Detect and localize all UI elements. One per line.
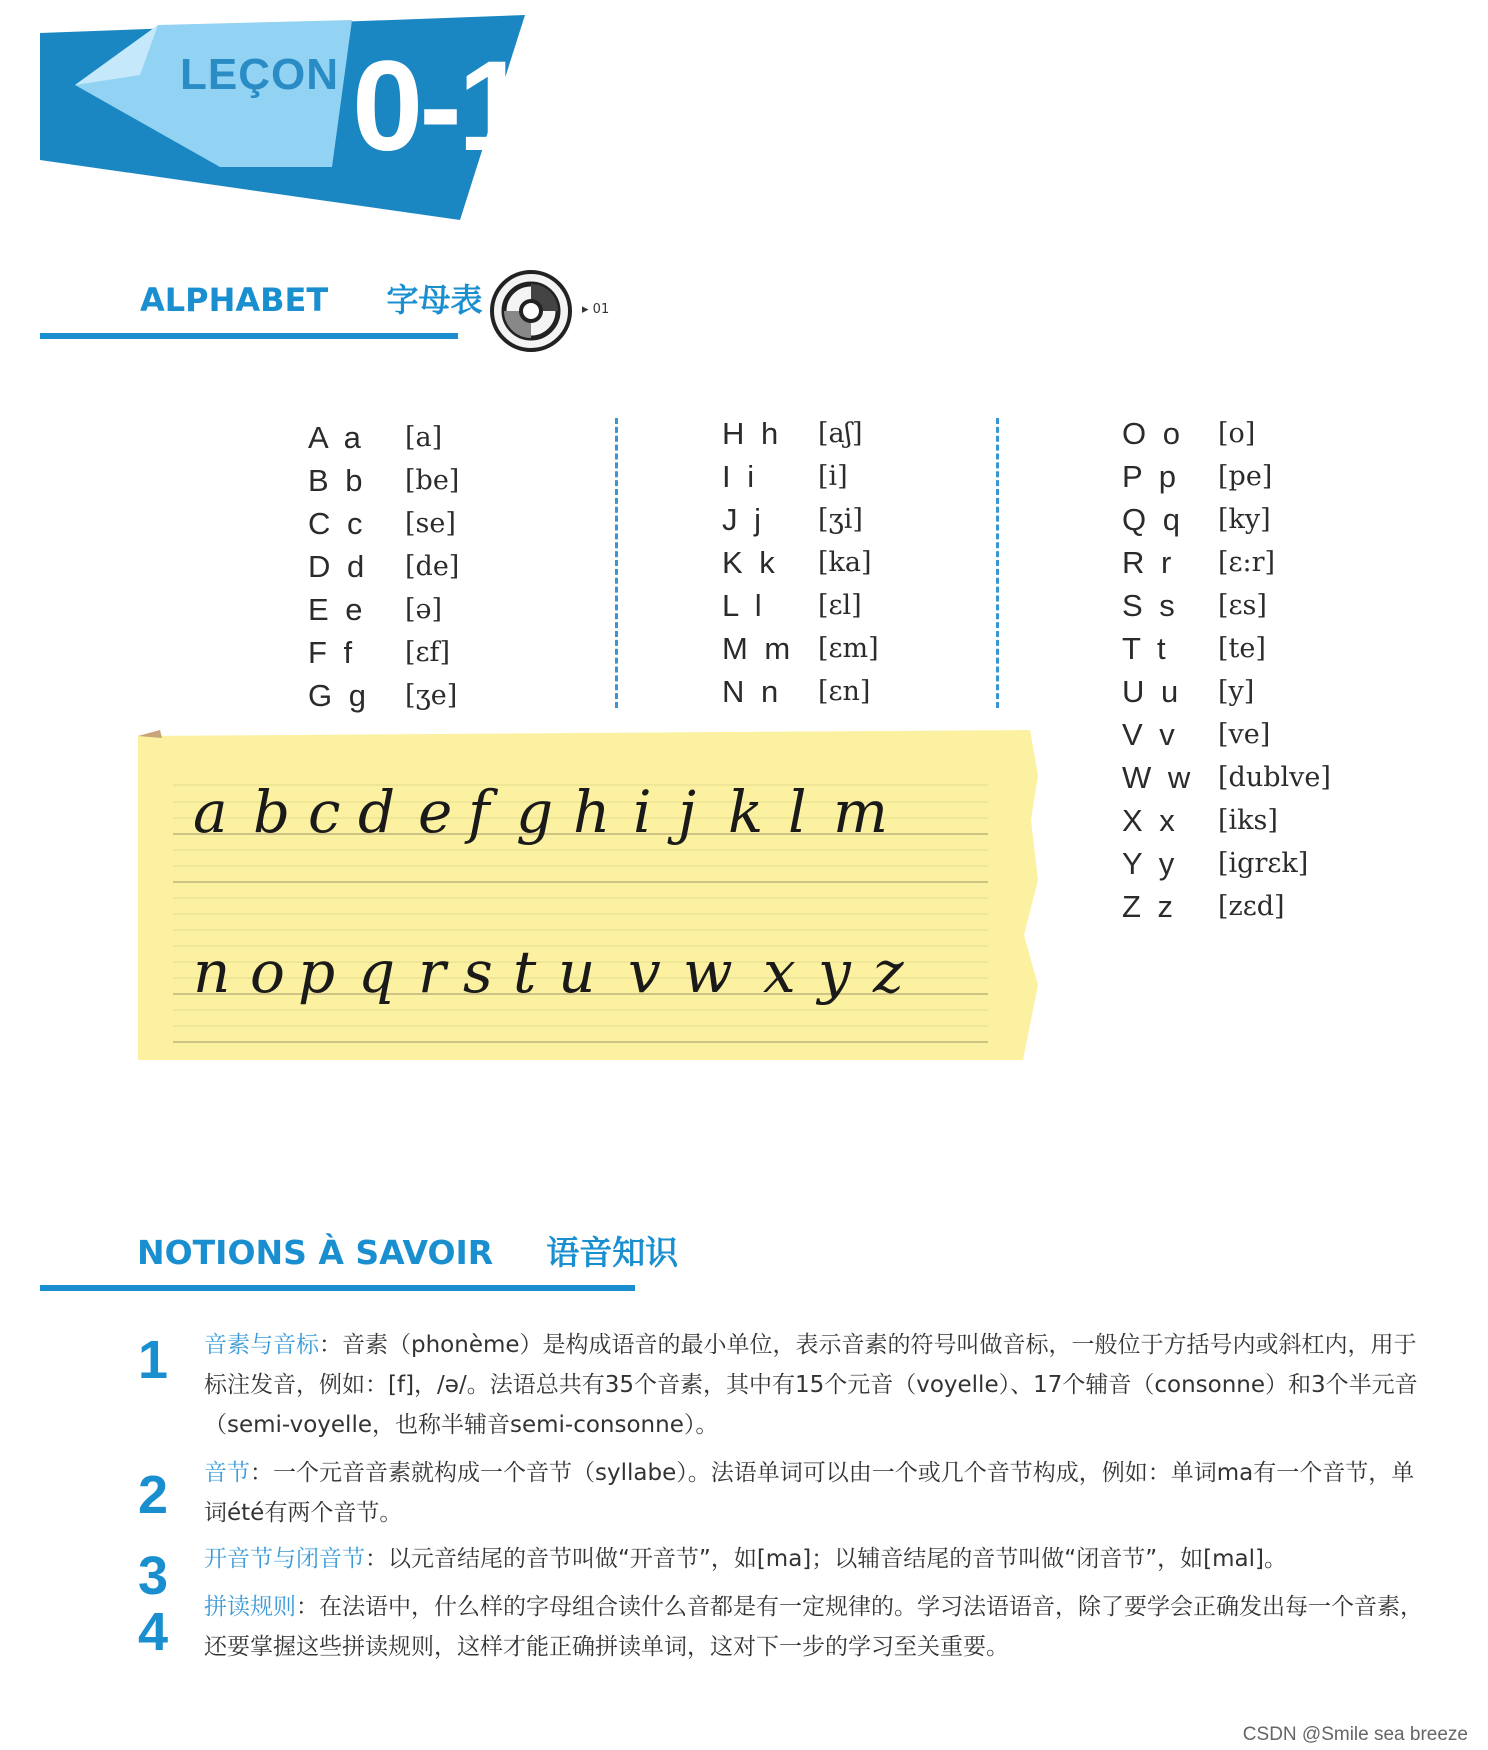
ipa-transcription: [ʒe] [405, 680, 458, 711]
letter-pair: M m [722, 631, 795, 666]
letter-pair: V v [1122, 717, 1179, 752]
ipa-transcription: [ɛl] [818, 590, 862, 621]
letter-pair: A a [308, 420, 365, 455]
cursive-letter: u [558, 938, 596, 1006]
ipa-transcription: [a] [405, 422, 443, 453]
notion-paragraph [204, 1453, 1434, 1533]
notion-number: 4 [138, 1602, 169, 1662]
cursive-letter: v [628, 938, 661, 1006]
ipa-transcription: [igrɛk] [1218, 848, 1309, 879]
audio-track[interactable] [582, 302, 609, 317]
notion-number: 1 [138, 1330, 169, 1390]
cursive-letter: k [728, 778, 764, 846]
ipa-transcription: [aʃ] [818, 418, 863, 449]
cursive-letter: l [788, 778, 807, 846]
letter-pair: X x [1122, 803, 1179, 838]
letter-pair: K k [722, 545, 779, 580]
ipa-transcription: [ɛs] [1218, 590, 1267, 621]
ipa-transcription: [ve] [1218, 719, 1271, 750]
notion-body: ：以元音结尾的音节叫做“开音节”，如[ma]；以辅音结尾的音节叫做“闭音节”，如[mal]。 [365, 1546, 1287, 1572]
notion-number: 2 [138, 1465, 169, 1525]
track-number: 01 [592, 302, 610, 317]
cursive-letter: i [633, 778, 652, 846]
letter-pair: H h [722, 416, 783, 451]
alphabet-column-2-ipa [818, 412, 879, 713]
notions-title-fr: NOTIONS À SAVOIR [137, 1233, 494, 1272]
cursive-letter: c [308, 778, 341, 846]
alphabet-underline [40, 333, 458, 339]
letter-pair: R r [1122, 545, 1176, 580]
ipa-transcription: [o] [1218, 418, 1256, 449]
cursive-letter: a [193, 778, 228, 846]
ipa-transcription: [ə] [405, 594, 443, 625]
cursive-letter: z [873, 938, 904, 1006]
ipa-transcription: [i] [818, 461, 848, 492]
letter-pair: I i [722, 459, 759, 494]
alphabet-title [140, 275, 483, 321]
ipa-transcription: [y] [1218, 676, 1255, 707]
lesson-label: LEÇON [180, 50, 339, 99]
notion-term: 音节 [204, 1460, 250, 1486]
ipa-transcription: [te] [1218, 633, 1266, 664]
cursive-letter: t [513, 938, 537, 1006]
notion-paragraph [204, 1587, 1434, 1667]
cursive-letter: e [418, 778, 453, 846]
ipa-transcription: [ky] [1218, 504, 1271, 535]
lesson-number: 0-1 [352, 35, 525, 178]
letter-pair: L l [722, 588, 766, 623]
cursive-letter: w [683, 938, 733, 1006]
alphabet-column-1-letters [308, 416, 370, 717]
letter-pair: G g [308, 678, 370, 713]
notion-paragraph [204, 1539, 1434, 1579]
ipa-transcription: [ɛ:r] [1218, 547, 1276, 578]
ipa-transcription: [se] [405, 508, 456, 539]
cursive-letter: h [573, 778, 611, 846]
ipa-transcription: [ɛf] [405, 637, 451, 668]
notion-term: 音素与音标 [204, 1332, 319, 1358]
letter-pair: C c [308, 506, 367, 541]
ipa-transcription: [be] [405, 465, 460, 496]
notion-number: 3 [138, 1546, 169, 1606]
alphabet-column-1-ipa [405, 416, 459, 717]
cursive-letter: m [833, 778, 888, 846]
ipa-transcription: [de] [405, 551, 460, 582]
letter-pair: Z z [1122, 889, 1178, 924]
notions-underline [40, 1285, 635, 1291]
notions-title-zh: 语音知识 [546, 1233, 679, 1272]
cursive-letter: g [516, 778, 554, 846]
cursive-letter: b [253, 778, 291, 846]
notion-term: 拼读规则 [204, 1594, 296, 1620]
cursive-letter: f [468, 778, 490, 846]
cursive-alphabet-notepad [138, 730, 1038, 1060]
ipa-transcription: [dublve] [1218, 762, 1331, 793]
notion-body: ：音素（phonème）是构成语音的最小单位，表示音素的符号叫做音标，一般位于方括号内或斜杠内，用于标注发音，例如：[f]，/ə/。法语总共有35个音素，其中有15个元音（voyelle）、17个辅音（consonne）和3个半元音（semi-voyelle，也称半辅音semi-consonne）。 [204, 1332, 1418, 1438]
letter-pair: D d [308, 549, 369, 584]
letter-pair: F f [308, 635, 357, 670]
watermark: CSDN @Smile sea breeze [1242, 1724, 1468, 1745]
column-divider [615, 418, 618, 708]
letter-pair: W w [1122, 760, 1195, 795]
notion-term: 开音节与闭音节 [204, 1546, 365, 1572]
alphabet-column-3-ipa [1218, 412, 1331, 928]
ipa-transcription: [iks] [1218, 805, 1278, 836]
column-divider [996, 418, 999, 708]
notion-body: ：在法语中，什么样的字母组合读什么音都是有一定规律的。学习法语语音，除了要学会正确发出每一个音素，还要掌握这些拼读规则，这样才能正确拼读单词，这对下一步的学习至关重要。 [204, 1594, 1423, 1660]
play-triangle-icon: ▸ [582, 302, 589, 317]
cursive-letter: d [358, 778, 396, 846]
notion-paragraph [204, 1325, 1434, 1445]
letter-pair: N n [722, 674, 783, 709]
cursive-letter: y [818, 938, 851, 1006]
letter-pair: E e [308, 592, 367, 627]
notions-title [137, 1227, 678, 1274]
cursive-letter: q [358, 938, 396, 1006]
letter-pair: B b [308, 463, 367, 498]
alphabet-column-3-letters [1122, 412, 1194, 928]
cursive-letter: s [463, 938, 493, 1006]
cursive-letter: n [193, 938, 231, 1006]
letter-pair: S s [1122, 588, 1179, 623]
letter-pair: O o [1122, 416, 1184, 451]
alphabet-column-2-letters [722, 412, 794, 713]
ipa-transcription: [ka] [818, 547, 872, 578]
cursive-letter: j [678, 778, 696, 846]
cursive-letter: o [250, 938, 285, 1006]
letter-pair: Y y [1122, 846, 1179, 881]
alphabet-title-fr: ALPHABET [140, 281, 329, 319]
ipa-transcription: [zɛd] [1218, 891, 1285, 922]
ipa-transcription: [ʒi] [818, 504, 863, 535]
letter-pair: Q q [1122, 502, 1184, 537]
letter-pair: P p [1122, 459, 1180, 494]
letter-pair: J j [722, 502, 765, 537]
cd-disc-icon[interactable] [490, 270, 572, 352]
letter-pair: T t [1122, 631, 1170, 666]
lesson-banner [40, 15, 550, 225]
cursive-letter: x [763, 938, 796, 1006]
letter-pair: U u [1122, 674, 1183, 709]
ipa-transcription: [ɛn] [818, 676, 871, 707]
cursive-letter: r [418, 938, 446, 1006]
ipa-transcription: [pe] [1218, 461, 1273, 492]
notion-body: ：一个元音音素就构成一个音节（syllabe）。法语单词可以由一个或几个音节构成，例如：单词ma有一个音节，单词été有两个音节。 [204, 1460, 1415, 1526]
cursive-letter: p [298, 938, 336, 1006]
alphabet-title-zh: 字母表 [386, 281, 483, 319]
ipa-transcription: [ɛm] [818, 633, 879, 664]
